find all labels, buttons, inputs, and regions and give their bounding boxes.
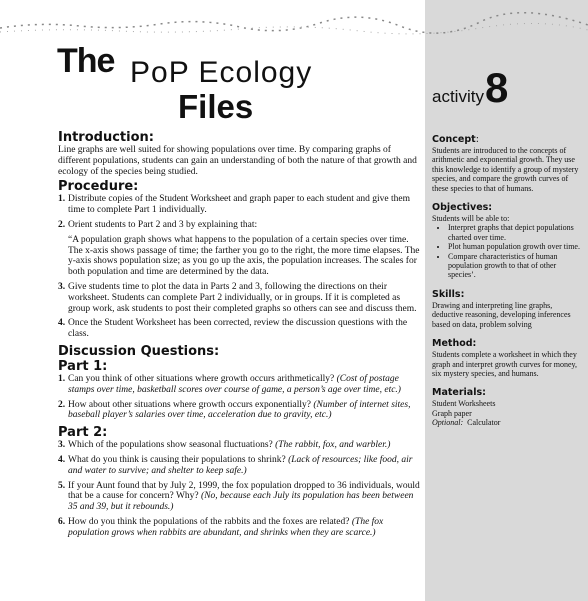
question: 1. Can you think of other situations where growth occurs arithmetically? (Cost of postage stamps over time, basketball scores over course of game, a person’s age over time, etc.): [58, 373, 401, 395]
materials-optional: Optional: Calculator: [432, 418, 501, 428]
concept-heading: Concept:: [432, 134, 479, 145]
part1-heading: Part 1:: [58, 358, 108, 374]
part2-questions: [58, 440, 420, 538]
question: 4. What do you think is causing their populations to shrink? (Lack of resources; like food, air and water to survive; and shelter to keep safe.): [58, 454, 413, 476]
introduction-heading: Introduction:: [58, 130, 154, 145]
part2-heading: Part 2:: [58, 425, 108, 441]
main-content: [58, 130, 420, 543]
skills-heading: Skills:: [432, 288, 465, 300]
objective-item: • Plot human population growth over time.: [448, 242, 582, 251]
activity-number: 8: [485, 64, 509, 111]
skills-text: Drawing and interpreting line graphs, deductive reasoning, developing inferences based on data, problem solving: [432, 300, 571, 329]
decorative-dotted-border: [0, 0, 588, 40]
procedure-step: 3. Give students time to plot the data in Parts 2 and 3, following the directions on their worksheet. Students can complete Part 2 individually, or in groups. If it is completed as group work, ask students to post their completed graphs so others can see and discuss them.: [58, 281, 417, 314]
title-files: Files: [178, 88, 254, 125]
concept-text: Students are introduced to the concepts of arithmetic and exponential growth. They use this knowledge to identify a group of mystery species, and compare the growth curves of these species to that of humans.: [432, 146, 579, 193]
materials-item: Student Worksheets: [432, 399, 496, 409]
materials-item: Graph paper: [432, 408, 472, 418]
method-heading: Method:: [432, 338, 477, 350]
question: 3. Which of the populations show seasonal fluctuations? (The rabbit, fox, and warbler.): [58, 440, 391, 451]
procedure-quote: “A population graph shows what happens to the population of a certain species over time. The x-axis shows passage of time; the farther you go to the right, the more time elapses. The y-axis shows population size; as you go up the axis, the population increases. The scales for both population and time are determined by the data.: [68, 234, 420, 278]
objective-item: • Interpret graphs that depict populations charted over time.: [448, 223, 582, 242]
sidebar-content: [432, 134, 582, 428]
objective-item: • Compare characteristics of human population growth to that of other species’.: [448, 252, 582, 280]
procedure-step: 2. Orient students to Part 2 and 3 by explaining that:: [58, 219, 258, 230]
question: 5. If your Aunt found that by July 2, 1999, the fox population dropped to 36 individuals, would that be a cause for concern? Why? (No, because each July its population has been between 35 and 39, but it rebounds.): [58, 480, 420, 513]
materials-heading: Materials:: [432, 387, 486, 399]
discussion-heading: Discussion Questions:: [58, 343, 220, 359]
objectives-intro: Students will be able to:: [432, 214, 510, 224]
title-the: The: [57, 42, 115, 80]
question: 2. How about other situations where growth occurs exponentially? (Number of internet sites, baseball player’s salaries over time, acceleration due to gravity, etc.): [58, 399, 411, 421]
procedure-heading: Procedure:: [58, 179, 139, 195]
introduction-text: Line graphs are well suited for showing populations over time. By comparing graphs of different populations, students can gain an understanding of both the nature of that growth and ecology of the species being studied.: [58, 145, 417, 177]
procedure-step: 1. Distribute copies of the Student Worksheet and graph paper to each student and give them time to complete Part 1 individually.: [58, 194, 411, 216]
question: 6. How do you think the populations of the rabbits and the foxes are related? (The fox population grows when rabbits are abundant, and shrinks when they are scarce.): [58, 516, 384, 538]
objectives-heading: Objectives:: [432, 202, 493, 214]
title-pop-ecology: PoP Ecology: [130, 56, 313, 89]
objectives-list: [432, 223, 582, 279]
procedure-step: 4. Once the Student Worksheet has been corrected, review the discussion questions with the class.: [58, 318, 408, 340]
method-text: Students complete a worksheet in which they graph and interpret growth curves for money, six mystery species, and humans.: [432, 350, 577, 378]
procedure-list-continued: [58, 282, 420, 340]
procedure-list: [58, 194, 420, 230]
part1-questions: [58, 374, 420, 421]
activity-label: activity: [432, 87, 484, 106]
